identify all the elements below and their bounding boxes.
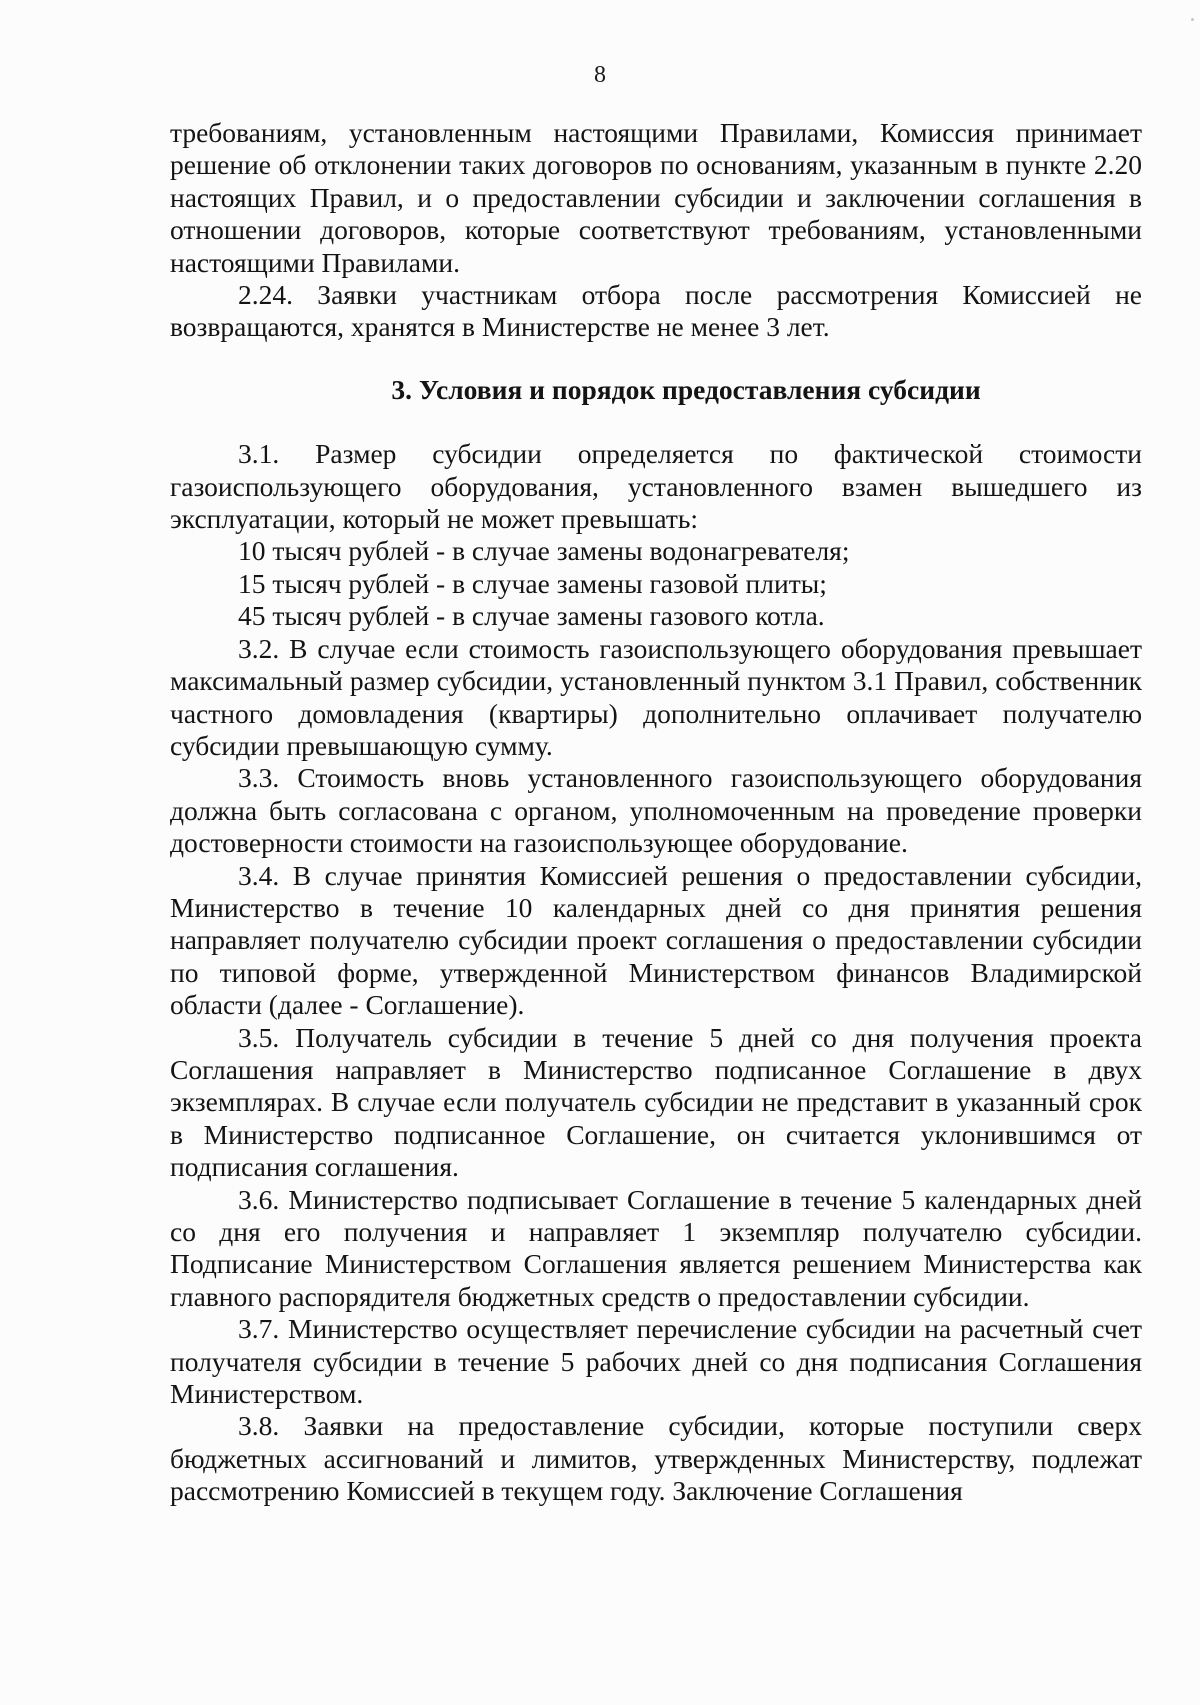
list-item-gas-boiler: 45 тысяч рублей - в случае замены газового котла. xyxy=(238,600,825,632)
document-body xyxy=(170,117,1142,1508)
paragraph-3-3: 3.3. Стоимость вновь установленного газоиспользующего оборудования должна быть согласована с органом, уполномоченным на проведение проверки достоверности стоимости на газоиспользующее оборудование. xyxy=(170,762,1142,859)
list-item-water-heater: 10 тысяч рублей - в случае замены водонагревателя; xyxy=(238,535,850,567)
list-item-gas-stove: 15 тысяч рублей - в случае замены газовой плиты; xyxy=(238,567,827,599)
section-heading-3: 3. Условия и порядок предоставления субсидии xyxy=(391,373,981,405)
paragraph-3-6: 3.6. Министерство подписывает Соглашение в течение 5 календарных дней со дня его получения и направляет 1 экземпляр получателю субсидии. Подписание Министерством Соглашения является решением Министерства как главного распорядителя бюджетных средств о предоставлении субсидии. xyxy=(170,1183,1142,1312)
paragraph-3-5: 3.5. Получатель субсидии в течение 5 дней со дня получения проекта Соглашения направляет в Министерство подписанное Соглашение в двух экземплярах. В случае если получатель субсидии не представит в указанный срок в Министерство подписанное Соглашение, он считается уклонившимся от подписания соглашения. xyxy=(170,1021,1142,1183)
scan-speck xyxy=(1191,18,1194,21)
paragraph-3-4: 3.4. В случае принятия Комиссией решения о предоставлении субсидии, Министерство в течение 10 календарных дней со дня принятия решения направляет получателю субсидии проект соглашения о предоставлении субсидии по типовой форме, утвержденной Министерством финансов Владимирской области (далее - Соглашение). xyxy=(170,859,1142,1021)
paragraph-2-24: 2.24. Заявки участникам отбора после рассмотрения Комиссией не возвращаются, хранятся в Министерстве не менее 3 лет. xyxy=(170,279,1142,343)
paragraph-3-7: 3.7. Министерство осуществляет перечисление субсидии на расчетный счет получателя субсидии в течение 5 рабочих дней со дня подписания Соглашения Министерством. xyxy=(170,1313,1142,1410)
paragraph-3-2: 3.2. В случае если стоимость газоиспользующего оборудования превышает максимальный размер субсидии, установленный пунктом 3.1 Правил, собственник частного домовладения (квартиры) дополнительно оплачивает получателю субсидии превышающую сумму. xyxy=(170,632,1142,761)
paragraph-continuation: требованиям, установленным настоящими Правилами, Комиссия принимает решение об отклонении таких договоров по основаниям, указанным в пункте 2.20 настоящих Правил, и о предоставлении субсидии и заключении соглашения в отношении договоров, которые соответствуют требованиям, установленными настоящими Правилами. xyxy=(170,117,1142,278)
paragraph-3-8: 3.8. Заявки на предоставление субсидии, которые поступили сверх бюджетных ассигнований и лимитов, утвержденных Министерству, подлежат рассмотрению Комиссией в текущем году. Заключение Соглашения xyxy=(170,1410,1142,1507)
page-number: 8 xyxy=(594,62,606,88)
paragraph-3-1: 3.1. Размер субсидии определяется по фактической стоимости газоиспользующего оборудования, установленного взамен вышедшего из эксплуатации, который не может превышать: xyxy=(170,438,1142,535)
